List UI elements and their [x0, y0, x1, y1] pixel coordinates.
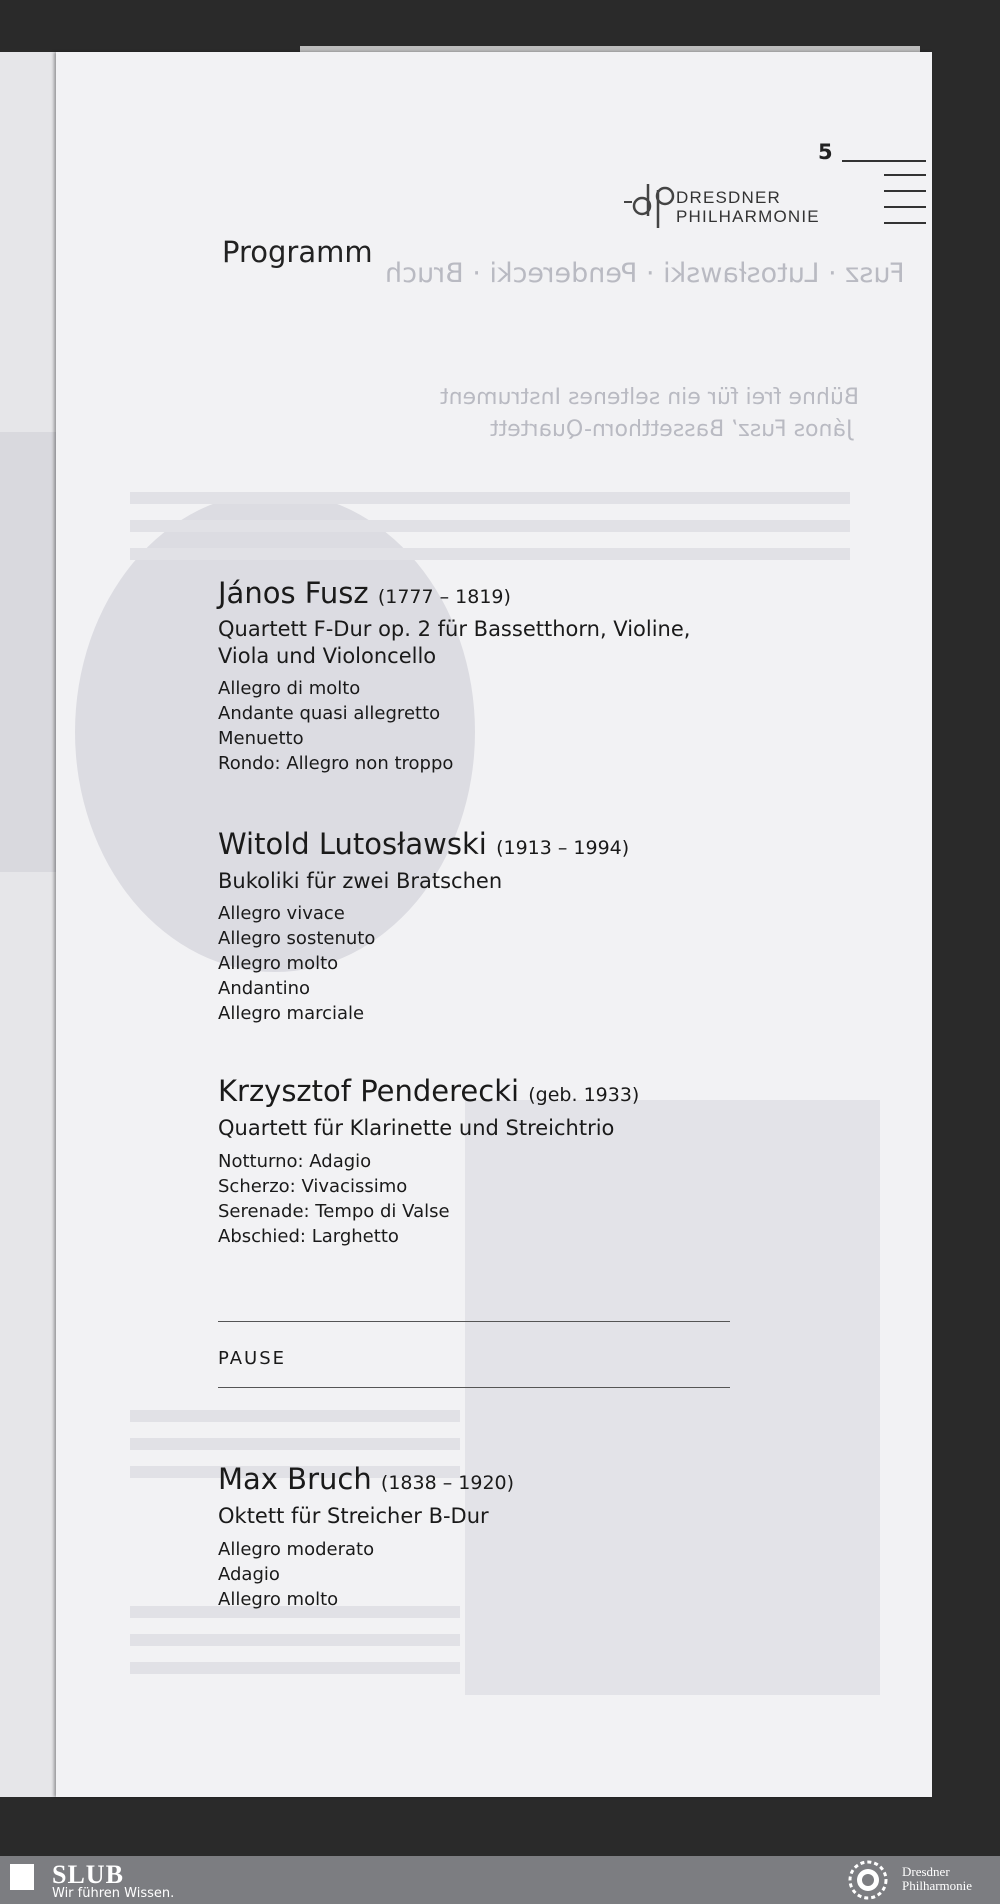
logo-wordmark [676, 188, 820, 226]
philharmonie-footer-name[interactable] [902, 1865, 972, 1893]
movement: Allegro vivace [218, 903, 345, 924]
work-title-line: Quartett F-Dur op. 2 für Bassetthorn, Violine, [218, 617, 691, 641]
movement: Abschied: Larghetto [218, 1226, 399, 1247]
philharmonie-name-line: Philharmonie [902, 1878, 973, 1893]
composer-dates: (1838 – 1920) [380, 1472, 515, 1494]
pause-rule-top [218, 1321, 730, 1322]
edge-mark [884, 206, 926, 208]
header-rule [842, 160, 926, 162]
slub-brand[interactable]: SLUB [52, 1860, 124, 1889]
show-through-text-line [130, 492, 850, 504]
movement: Allegro di molto [218, 678, 361, 699]
movement-list [218, 901, 375, 1026]
show-through-text-line [130, 1438, 460, 1450]
movement: Andante quasi allegretto [218, 703, 441, 724]
movement: Allegro sostenuto [218, 928, 376, 949]
edge-mark [884, 222, 926, 224]
show-through-text-line [130, 1634, 460, 1646]
work-title-line: Quartett für Klarinette und Streichtrio [218, 1116, 615, 1140]
show-through-image-block [465, 1100, 880, 1695]
work-title-line: Bukoliki für zwei Bratschen [218, 869, 503, 893]
work-title-line: Oktett für Streicher B-Dur [218, 1504, 489, 1528]
movement: Scherzo: Vivacissimo [218, 1176, 408, 1197]
composer-heading [218, 1074, 639, 1108]
work-title [218, 1503, 489, 1530]
work-title [218, 1115, 614, 1142]
intermission-label: PAUSE [218, 1348, 286, 1369]
page-number: 5 [818, 140, 833, 164]
show-through-text-line [130, 548, 850, 560]
work-title [218, 868, 502, 895]
show-through-subheading: János Fusz’ Bassetthorn-Quartett [490, 417, 853, 442]
show-through-text-line [130, 520, 850, 532]
composer-dates: (geb. 1933) [528, 1084, 640, 1106]
movement: Menuetto [218, 728, 304, 749]
movement-list [218, 1149, 450, 1249]
movement: Serenade: Tempo di Valse [218, 1201, 450, 1222]
movement: Notturno: Adagio [218, 1151, 372, 1172]
movement: Allegro moderato [218, 1539, 375, 1560]
show-through-text-line [130, 1410, 460, 1422]
composer-heading [218, 576, 511, 610]
movement: Rondo: Allegro non troppo [218, 753, 454, 774]
philharmonie-seal-icon[interactable] [842, 1859, 894, 1901]
movement: Allegro molto [218, 1589, 339, 1610]
composer-name: Witold Lutosławski [218, 827, 487, 861]
movement: Adagio [218, 1564, 280, 1585]
edge-mark [884, 190, 926, 192]
composer-dates: (1777 – 1819) [377, 586, 511, 608]
slub-logo-icon [10, 1864, 34, 1890]
show-through-heading: Bühne frei für ein seltenes Instrument [440, 385, 859, 410]
edge-mark [884, 174, 926, 176]
composer-name: Max Bruch [218, 1462, 372, 1496]
page-title: Programm [222, 235, 373, 269]
composer-name: Krzysztof Penderecki [218, 1074, 520, 1108]
logo-line-1: DRESDNER [676, 188, 782, 207]
composer-dates: (1913 – 1994) [496, 837, 630, 859]
composer-heading [218, 1462, 514, 1496]
composer-name: János Fusz [218, 576, 369, 610]
movement-list [218, 1537, 374, 1612]
movement: Allegro marciale [218, 1003, 365, 1024]
work-title-line: Viola und Violoncello [218, 644, 437, 668]
work-title [218, 616, 690, 670]
show-through-text-line [130, 1662, 460, 1674]
pause-rule-bottom [218, 1387, 730, 1388]
adjacent-page-edge [0, 52, 58, 1797]
philharmonie-name-line: Dresdner [902, 1864, 950, 1879]
slub-tagline: Wir führen Wissen. [52, 1886, 175, 1901]
movement: Allegro molto [218, 953, 339, 974]
movement-list [218, 676, 453, 776]
show-through-title: Fusz · Lutosławski · Penderecki · Bruch [385, 258, 905, 289]
movement: Andantino [218, 978, 311, 999]
logo-line-2: PHILHARMONIE [676, 207, 820, 226]
composer-heading [218, 827, 629, 861]
